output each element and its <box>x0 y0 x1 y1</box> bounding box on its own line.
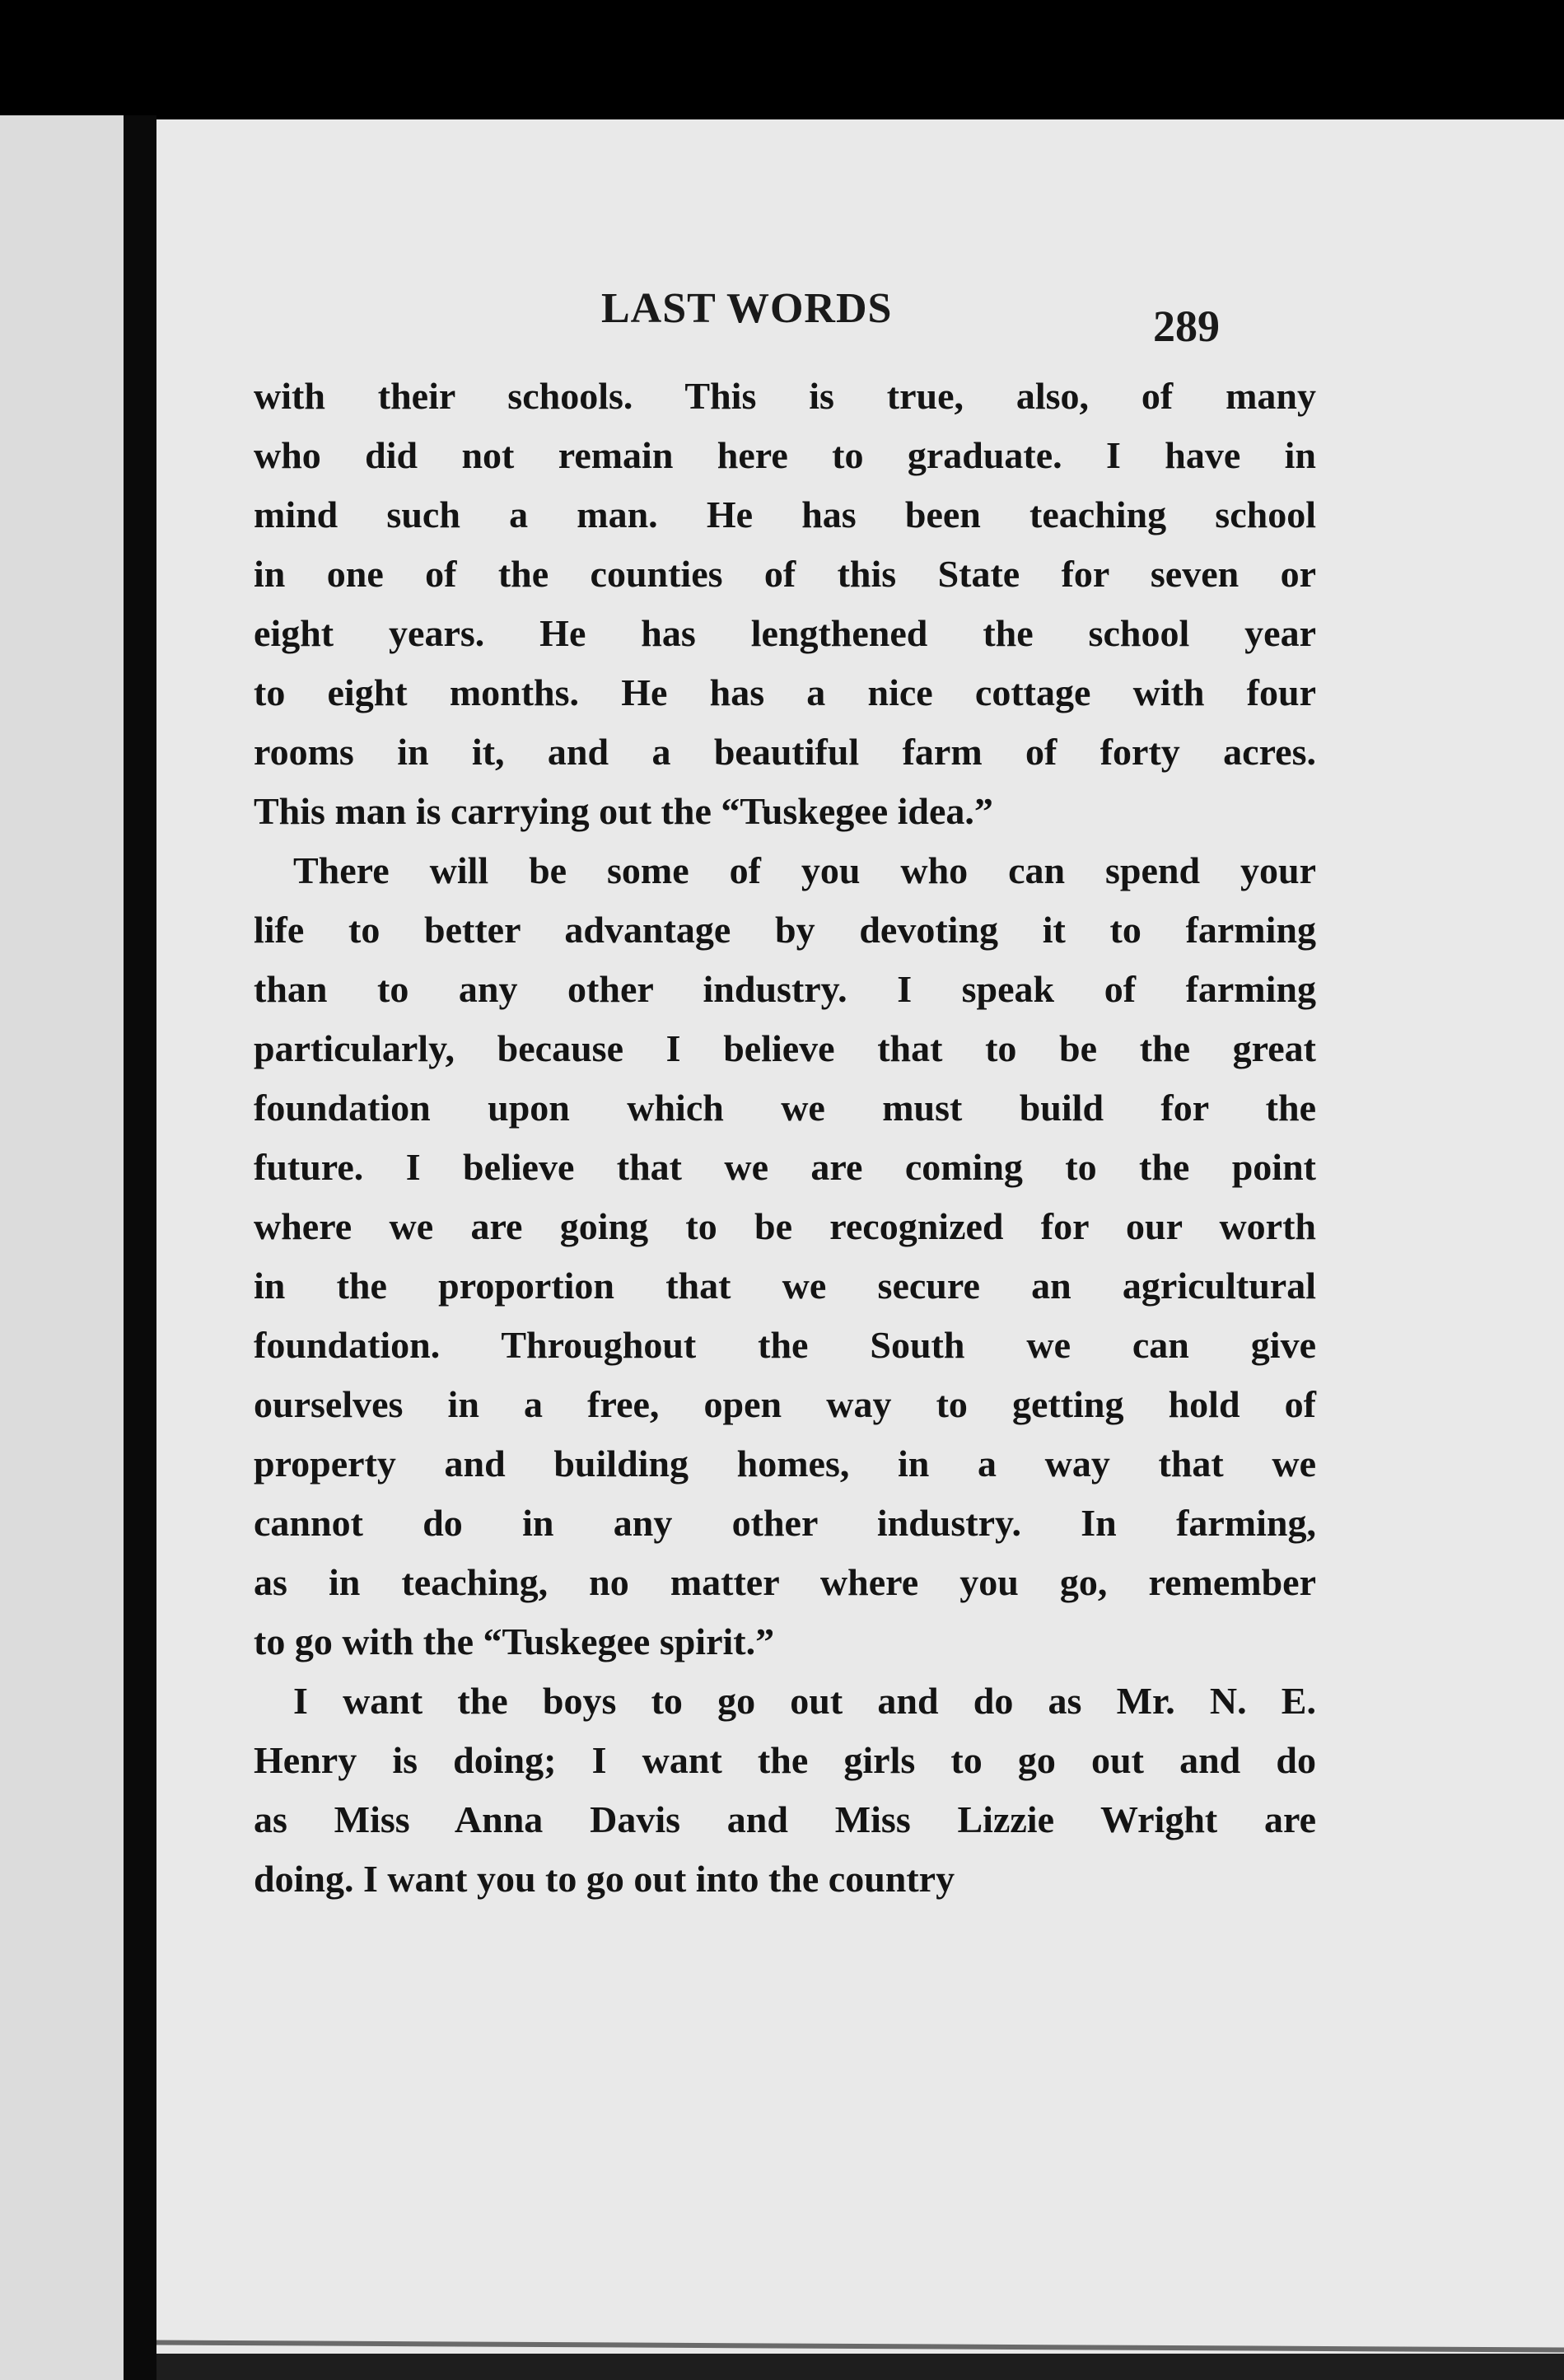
text-line: who did not remain here to graduate. I have in <box>254 434 1316 476</box>
text-line: than to any other industry. I speak of farming <box>254 968 1316 1010</box>
text-line: This man is carrying out the “Tuskegee idea.” <box>254 790 993 832</box>
text-line: to go with the “Tuskegee spirit.” <box>254 1620 775 1662</box>
page-header <box>156 284 1564 358</box>
text-line: mind such a man. He has been teaching school <box>254 493 1316 535</box>
text-line: eight years. He has lengthened the school year <box>254 612 1316 654</box>
text-line: foundation upon which we must build for the <box>254 1087 1316 1129</box>
facing-page-edge <box>0 115 124 2380</box>
text-line: life to better advantage by devoting it to farming <box>254 909 1316 951</box>
text-line: I want the boys to go out and do as Mr. N. E. <box>293 1680 1316 1722</box>
text-line: property and building homes, in a way that we <box>254 1442 1316 1485</box>
text-line: particularly, because I believe that to be the great <box>254 1027 1316 1069</box>
text-line: cannot do in any other industry. In farming, <box>254 1502 1316 1544</box>
paragraph <box>254 367 1316 841</box>
page-bottom-edge <box>156 2340 1564 2352</box>
scan-top-border <box>0 0 1564 115</box>
text-line: to eight months. He has a nice cottage with four <box>254 671 1316 713</box>
text-line: ourselves in a free, open way to getting hold of <box>254 1383 1316 1425</box>
paragraph <box>254 841 1316 1672</box>
book-spine <box>124 115 156 2380</box>
text-line: where we are going to be recognized for our worth <box>254 1205 1316 1247</box>
running-title: LAST WORDS <box>601 285 893 332</box>
text-line: in one of the counties of this State for seven or <box>254 553 1316 595</box>
paragraph <box>254 1672 1316 1909</box>
text-line: doing. I want you to go out into the country <box>254 1858 955 1900</box>
scan-bottom-border <box>156 2354 1564 2380</box>
text-line: with their schools. This is true, also, of many <box>254 375 1316 417</box>
text-line: rooms in it, and a beautiful farm of forty acres. <box>254 731 1316 773</box>
body-text <box>254 367 1316 1909</box>
page <box>156 119 1564 2380</box>
text-line: There will be some of you who can spend your <box>293 849 1316 891</box>
text-line: as Miss Anna Davis and Miss Lizzie Wright are <box>254 1798 1316 1840</box>
text-line: foundation. Throughout the South we can give <box>254 1324 1316 1366</box>
text-line: Henry is doing; I want the girls to go out and do <box>254 1739 1316 1781</box>
text-line: in the proportion that we secure an agricultural <box>254 1265 1316 1307</box>
text-line: future. I believe that we are coming to the point <box>254 1146 1316 1188</box>
page-number: 289 <box>1153 302 1220 351</box>
text-line: as in teaching, no matter where you go, remember <box>254 1561 1316 1603</box>
